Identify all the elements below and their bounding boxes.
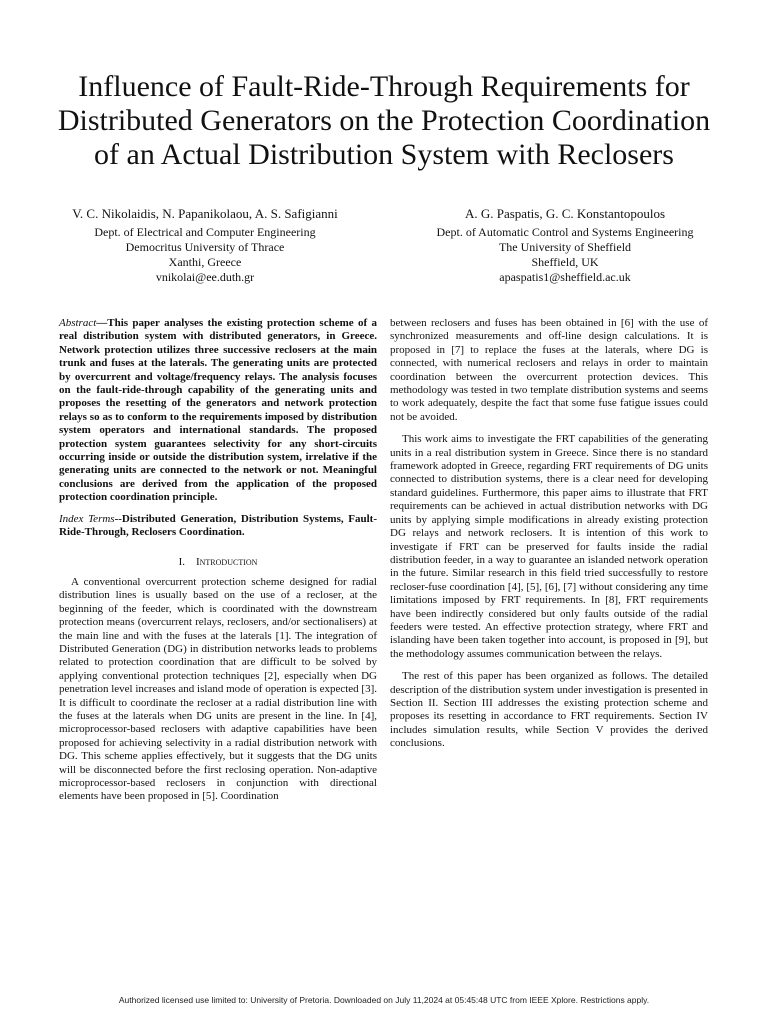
index-terms-label: Index Terms: [59, 512, 115, 525]
column-right: [390, 317, 708, 751]
author-block-left: [60, 206, 350, 285]
index-terms: [59, 513, 377, 540]
index-terms-text: --Distributed Generation, Distribution Systems, Fault-Ride-Through, Reclosers Coordination.: [59, 512, 377, 539]
abstract-label: Abstract: [59, 317, 97, 329]
section-number: I.: [178, 555, 185, 568]
title-line: of an Actual Distribution System with Reclosers: [94, 138, 674, 171]
author-email: vnikolai@ee.duth.gr: [155, 270, 255, 284]
author-email: apaspatis1@sheffield.ac.uk: [499, 270, 631, 284]
author-names: A. G. Paspatis, G. C. Konstantopoulos: [464, 206, 666, 221]
title-line: Distributed Generators on the Protection Coordination: [57, 104, 711, 137]
abstract-text: —This paper analyses the existing protection scheme of a real distribution system with distributed generators, in Greece. Network protection utilizes three successive reclosers at the main trunk and fuses at the laterals. The generating units are protected by overcurrent and voltage/frequency relays. The analysis focuses on the fault-ride-through capability of the generating units and proposes the resetting of the generators and network protection relays so as to conform to the requirements imposed by distribution system operators and international standards. The proposed protection system guarantees selectivity for any short-circuits occurring inside or outside the distribution system, irrelative if the generating units are connected to the network or not. Meaningful conclusions are derived from the application of the proposed protection coordination principle.: [59, 317, 377, 504]
title-line: Influence of Fault-Ride-Through Requirements for: [78, 70, 690, 103]
author-dept: Dept. of Automatic Control and Systems Engineering: [436, 225, 694, 239]
license-footer: Authorized licensed use limited to: University of Pretoria. Downloaded on July 11,2024 at 05:45:48 UTC from IEEE Xplore. Restrictions apply.: [118, 995, 650, 1005]
body-paragraph: The rest of this paper has been organized as follows. The detailed description of the distribution system under investigation is presented in Section II. Section III addresses the existing protection scheme and proposes its resetting in accordance to FRT requirements. Section IV includes simulation results, while Section V provides the derived conclusions.: [390, 670, 708, 750]
body-paragraph: A conventional overcurrent protection scheme designed for radial distribution lines is usually based on the use of a recloser, at the beginning of the feeder, which is coordinated with the downstream protection means (overcurrent relays, reclosers, and/or sectionalisers) at the main line and with the fuses at the laterals [1]. The integration of Distributed Generation (DG) in distribution networks leads to problems related to protection coordination that are difficult to be solved by applying conventional protection techniques [2], especially when DG penetration level increases and island mode of operation is expected [3]. It is difficult to coordinate the recloser at a radial distribution line with the fuses at the laterals when DG units are present in the line. In [4], microprocessor-based reclosers with adaptive capabilities have been proposed for achieving selectivity in a radial distribution network with DG. This scheme applies effectively, but it suggests that the DG units will be disconnected before the first reclosing operation. Non-adaptive microprocessor-based reclosers in conjunction with directional elements have been proposed in [5]. Coordination: [59, 575, 377, 803]
section-title: Introduction: [195, 555, 258, 568]
author-city: Sheffield, UK: [531, 255, 599, 269]
author-block-right: [410, 206, 720, 285]
author-univ: Democritus University of Thrace: [125, 240, 285, 254]
author-univ: The University of Sheffield: [498, 240, 632, 254]
author-names: V. C. Nikolaidis, N. Papanikolaou, A. S. Safigianni: [72, 206, 338, 221]
column-left: [59, 317, 377, 804]
body-paragraph: This work aims to investigate the FRT capabilities of the generating units in a real distribution system in Greece. Since there is no standard framework adopted in Greece, regarding FRT requirements of DG units connected to distribution systems, there is a clear need for developing standard guidelines. Furthermore, this paper aims to illustrate that FRT requirements can be achieved in actual distribution networks with DG units by applying simple modifications in already existing protection DG relays and network reclosers. It is intention of this work to investigate if FRT can be preserved for faults inside the radial distribution feeder, in a way to guarantee an islanded network operation in the future. Similar research in this field tried successfully to restore recloser-fuse coordination [4], [5], [6], [7] without considering any time limitations imposed by FRT requirements. In [8], FRT requirements have been indirectly considered but only faults outside of the radial feeders were tested. An effective protection strategy, where FRT and islanding have been taken together into account, is proposed in [9], but the methodology assumes communication between the relays.: [390, 433, 708, 660]
body-paragraph: between reclosers and fuses has been obtained in [6] with the use of synchronized measurements and off-line design calculations. It is proposed in [7] to replace the fuses at the laterals, where DG is connected, with numerical reclosers and relays in order to maintain coordination between the overcurrent protection devices. This methodology was tested in two template distribution systems and seems to work adequately, despite the fact that some fuse fatigue issues could not be avoided.: [390, 317, 708, 423]
abstract: [59, 317, 377, 505]
author-city: Xanthi, Greece: [168, 255, 242, 269]
author-dept: Dept. of Electrical and Computer Engineering: [94, 225, 316, 239]
section-heading: [59, 556, 377, 569]
paper-title: [30, 70, 738, 172]
